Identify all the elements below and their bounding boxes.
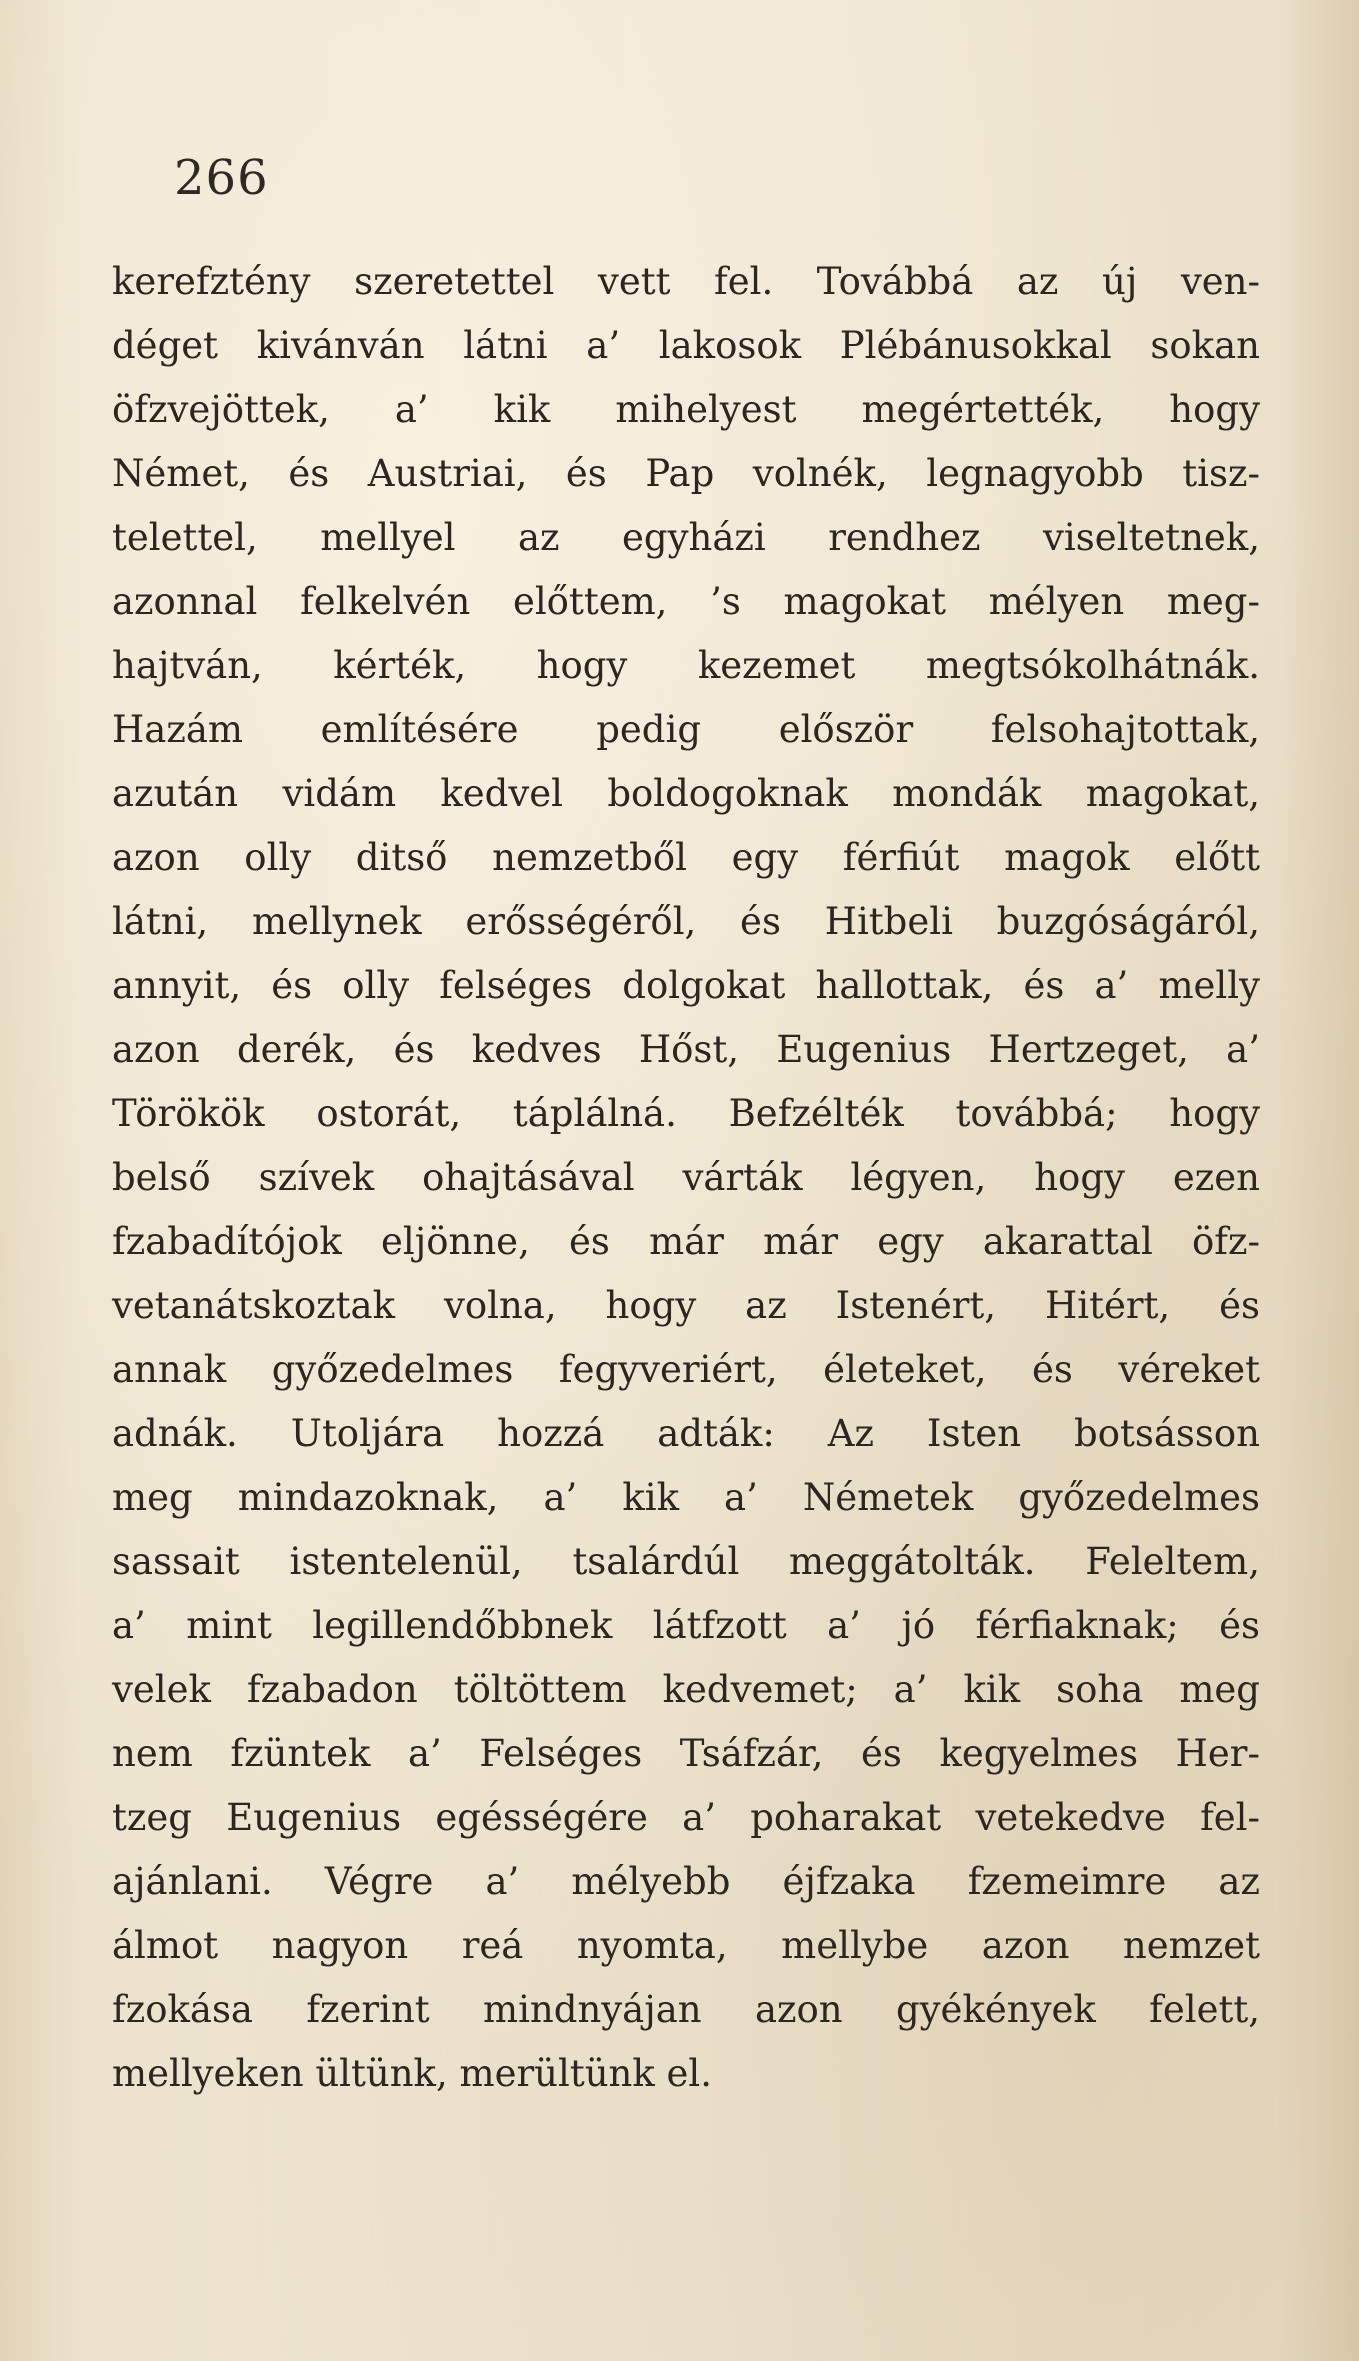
text-line-last: mellyeken ültünk, merültünk el. (112, 2052, 713, 2095)
text-line: azon derék, és kedves Hőst, Eugenius Hertzeget, a’ (112, 1028, 1260, 1071)
text-line: telettel, mellyel az egyházi rendhez viseltetnek, (112, 516, 1260, 559)
body-text (112, 250, 1260, 2106)
text-line: belső szívek ohajtásával várták légyen, hogy ezen (112, 1156, 1260, 1199)
text-line: azon olly ditső nemzetből egy férfiút magok előtt (112, 836, 1260, 879)
text-line: ajánlani. Végre a’ mélyebb éjfzaka fzemeimre az (112, 1860, 1260, 1903)
text-line: meg mindazoknak, a’ kik a’ Németek győzedelmes (112, 1476, 1260, 1519)
text-line: Törökök ostorát, táplálná. Befzélték továbbá; hogy (112, 1092, 1260, 1135)
text-line: hajtván, kérték, hogy kezemet megtsókolhátnák. (112, 644, 1260, 687)
text-line: annyit, és olly felséges dolgokat hallottak, és a’ melly (112, 964, 1260, 1007)
text-line: álmot nagyon reá nyomta, mellybe azon nemzet (112, 1924, 1260, 1967)
text-line: adnák. Utoljára hozzá adták: Az Isten botsásson (112, 1412, 1260, 1455)
text-line: a’ mint legillendőbbnek látfzott a’ jó férfiaknak; és (112, 1604, 1260, 1647)
text-line: azonnal felkelvén előttem, ’s magokat mélyen meg- (112, 580, 1260, 623)
text-line: fzokása fzerint mindnyájan azon gyékények felett, (112, 1988, 1260, 2031)
text-line: fzabadítójok eljönne, és már már egy akarattal öfz- (112, 1220, 1260, 1263)
text-line: sassait istentelenül, tsalárdúl meggátolták. Feleltem, (112, 1540, 1260, 1583)
text-line: látni, mellynek erősségéről, és Hitbeli buzgóságáról, (112, 900, 1260, 943)
text-line: velek fzabadon töltöttem kedvemet; a’ kik soha meg (112, 1668, 1260, 1711)
text-line: vetanátskoztak volna, hogy az Istenért, Hitért, és (112, 1284, 1260, 1327)
text-line: azután vidám kedvel boldogoknak mondák magokat, (112, 772, 1260, 815)
text-line: annak győzedelmes fegyveriért, életeket, és véreket (112, 1348, 1260, 1391)
text-line: tzeg Eugenius egésségére a’ poharakat vetekedve fel- (112, 1796, 1260, 1839)
text-line: öfzvejöttek, a’ kik mihelyest megértették, hogy (112, 388, 1260, 431)
text-line: nem fzüntek a’ Felséges Tsáfzár, és kegyelmes Her- (112, 1732, 1260, 1775)
text-line: kerefztény szeretettel vett fel. Továbbá az új ven- (112, 260, 1260, 303)
page-number: 266 (174, 150, 269, 206)
text-line: Hazám említésére pedig először felsohajtottak, (112, 708, 1260, 751)
text-line: Német, és Austriai, és Pap volnék, legnagyobb tisz- (112, 452, 1260, 495)
text-line: déget kivánván látni a’ lakosok Plébánusokkal sokan (112, 324, 1260, 367)
